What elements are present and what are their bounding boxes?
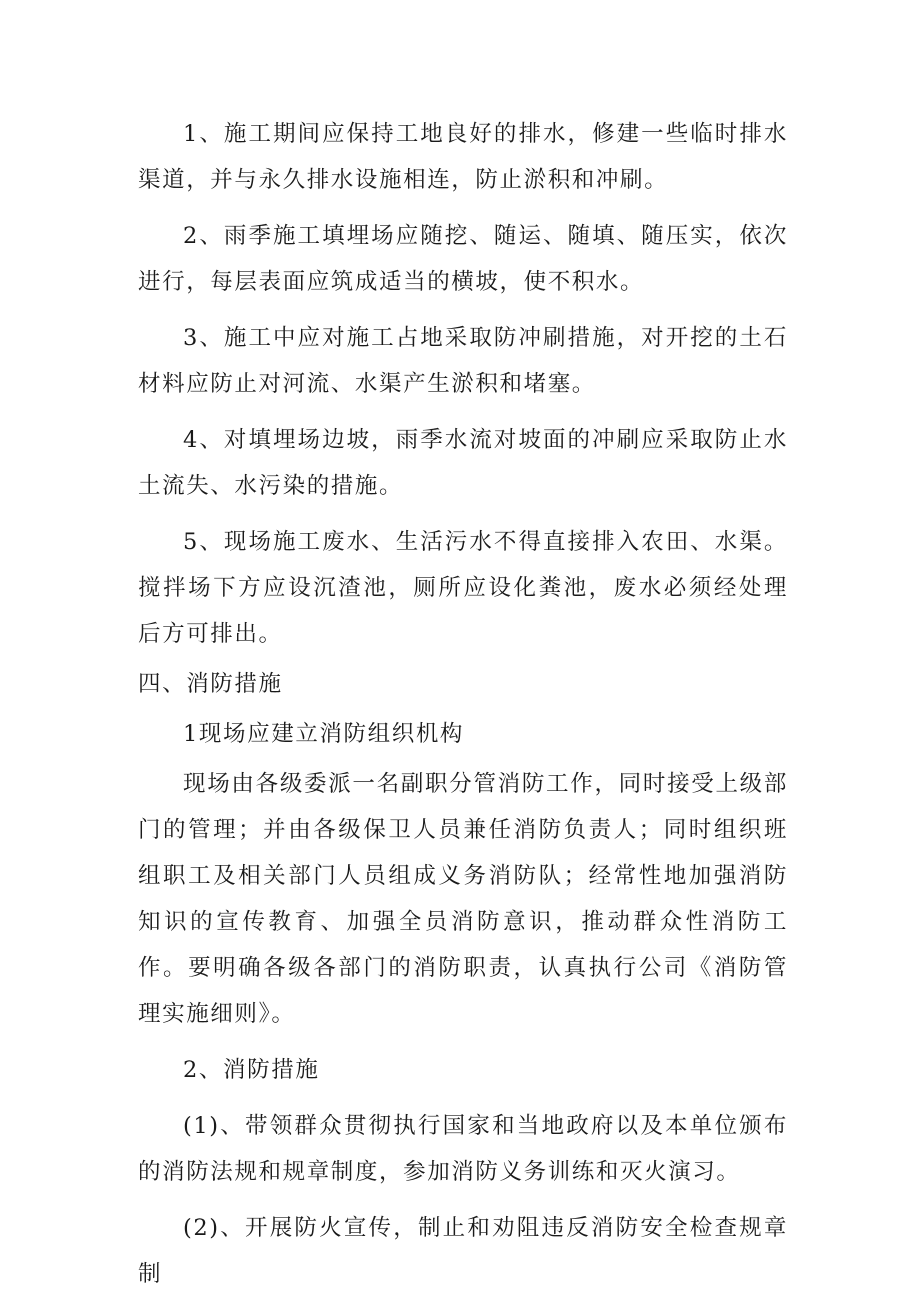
- section-heading-fire-measures: 四、消防措施: [138, 671, 283, 697]
- fire-measure-item-2: (2)、开展防火宣传，制止和劝阻违反消防安全检查规章制: [138, 1215, 788, 1287]
- subheading-fire-measures: 2、消防措施: [183, 1057, 320, 1083]
- drainage-item-3: 3、施工中应对施工占地采取防冲刷措施，对开挖的土石材料应防止对河流、水渠产生淤积和堵塞。: [138, 325, 788, 397]
- subheading-fire-organization: 1现场应建立消防组织机构: [183, 721, 465, 747]
- drainage-item-2: 2、雨季施工填埋场应随挖、随运、随填、随压实，依次进行，每层表面应筑成适当的横坡，使不积水。: [138, 223, 788, 295]
- drainage-item-1: 1、施工期间应保持工地良好的排水，修建一些临时排水渠道，并与永久排水设施相连，防止淤积和冲刷。: [138, 121, 788, 193]
- document-body: [138, 111, 788, 1297]
- fire-measure-item-1: (1)、带领群众贯彻执行国家和当地政府以及本单位颁布的消防法规和规章制度，参加消防义务训练和灭火演习。: [138, 1113, 788, 1185]
- fire-organization-body: 现场由各级委派一名副职分管消防工作，同时接受上级部门的管理；并由各级保卫人员兼任消防负责人；同时组织班组职工及相关部门人员组成义务消防队；经常性地加强消防知识的宣传教育、加强全员消防意识，推动群众性消防工作。要明确各级各部门的消防职责，认真执行公司《消防管理实施细则》。: [138, 771, 788, 1027]
- drainage-item-5: 5、现场施工废水、生活污水不得直接排入农田、水渠。搅拌场下方应设沉渣池，厕所应设化粪池，废水必须经处理后方可排出。: [138, 529, 788, 647]
- drainage-item-4: 4、对填埋场边坡，雨季水流对坡面的冲刷应采取防止水土流失、水污染的措施。: [138, 427, 788, 499]
